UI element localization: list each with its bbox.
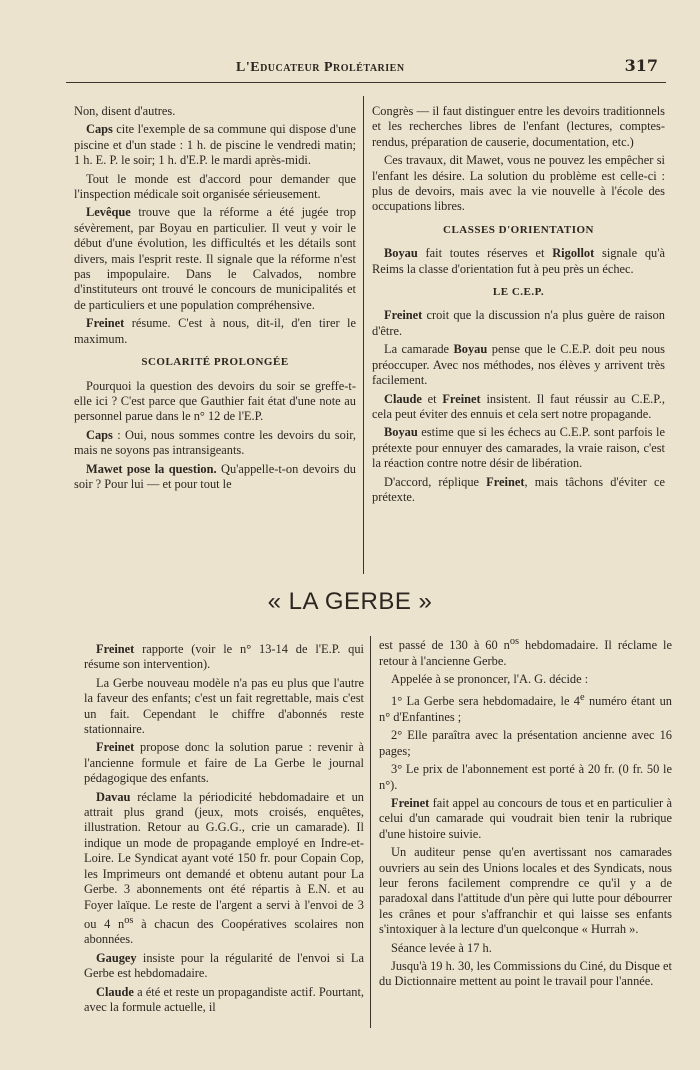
paragraph: Tout le monde est d'accord pour demander que l'inspection médicale soit organisée sérieusement. bbox=[74, 171, 356, 202]
section-heading: SCOLARITÉ PROLONGÉE bbox=[141, 356, 289, 369]
column-bottom-right bbox=[379, 634, 672, 993]
column-top-left bbox=[74, 104, 356, 495]
journal-title: L'Educateur Prolétarien bbox=[236, 60, 405, 75]
paragraph: Freinet propose donc la solution parue : revenir à l'ancienne formule et faire de La Gerbe le journal pédagogique des enfants. bbox=[84, 740, 364, 786]
paragraph: La Gerbe nouveau modèle n'a pas eu plus que l'autre la faveur des enfants; c'est un fait regrettable, mais c'est un fait. Cependant le chiffre d'abonnés reste stationnaire. bbox=[84, 675, 364, 737]
paragraph: 3° Le prix de l'abonnement est porté à 20 fr. (0 fr. 50 le n°). bbox=[379, 762, 672, 792]
paragraph: 2° Elle paraîtra avec la présentation ancienne avec 16 pages; bbox=[379, 728, 672, 758]
section-heading: CLASSES D'ORIENTATION bbox=[443, 223, 594, 236]
paragraph: Boyau estime que si les échecs au C.E.P. sont parfois le prétexte pour ennuyer des camarades, la vraie raison, c'est la réaction contre notre désir de libération. bbox=[372, 425, 665, 471]
page-number: 317 bbox=[624, 56, 658, 75]
paragraph: Séance levée à 17 h. bbox=[391, 940, 492, 955]
paragraph: Gaugey insiste pour la régularité de l'envoi si La Gerbe est hebdomadaire. bbox=[84, 950, 364, 981]
paragraph: Jusqu'à 19 h. 30, les Commissions du Ciné, du Disque et du Dictionnaire mettent au point le travail pour l'année. bbox=[379, 958, 672, 989]
paragraph: Pourquoi la question des devoirs du soir se greffe-t-elle ici ? C'est parce que Gauthier fait état d'une note au personnel parue dans le n° 12 de l'E.P. bbox=[74, 378, 356, 424]
paragraph: Non, disent d'autres. bbox=[74, 104, 176, 118]
paragraph: Caps : Oui, nous sommes contre les devoirs du soir, mais ne soyons pas intransigeants. bbox=[74, 427, 356, 458]
paragraph: Claude et Freinet insistent. Il faut réussir au C.E.P., cela peut éviter des ennuis et cela sert notre propagande. bbox=[372, 391, 665, 421]
paragraph: La camarade Boyau pense que le C.E.P. doit peu nous préoccuper. Avec nos méthodes, nos élèves y arrivent très facilement. bbox=[372, 342, 665, 388]
column-divider-top bbox=[363, 96, 364, 574]
paragraph: Boyau fait toutes réserves et Rigollot signale qu'à Reims la classe d'orientation fut à peu près un échec. bbox=[372, 246, 665, 276]
paragraph: Davau réclame la périodicité hebdomadaire et un attrait plus grand (jeux, mots croisés, enquêtes, illustration. Retour au G.G.G., crie un camarade). Il indique un mode de propagande employé en Indre-et-Loire. Le Syndicat ayant voté 150 fr. pour Copain Cop, les Imprimeurs ont demandé et obtenu autant pour La Gerbe. 3 abonnements ont été répartis à E.N. et au Foyer laïque. Le reste de l'argent a servi à l'envoi de 3 ou 4 $n^{os}$ à chacun des Coopératives scolaires non abonnées. bbox=[84, 789, 364, 947]
running-header bbox=[66, 52, 666, 83]
column-top-right bbox=[372, 104, 665, 508]
paragraph: Freinet fait appel au concours de tous et en particulier à celui d'un camarade qui voudrait bien tenir la rubrique d'une histoire suivie. bbox=[379, 795, 672, 841]
column-bottom-left bbox=[84, 642, 364, 1018]
paragraph: Mawet pose la question. Qu'appelle-t-on devoirs du soir ? Pour lui — et pour tout le bbox=[74, 461, 356, 491]
paragraph: Freinet résume. C'est à nous, dit-il, d'en tirer le maximum. bbox=[74, 316, 356, 346]
section-title: « LA GERBE » bbox=[267, 588, 433, 615]
paragraph: Caps cite l'exemple de sa commune qui dispose d'une piscine et d'un stade : 1 h. de piscine le vendredi matin; 1 h. E. P. le soir; 1 h. d'E.P. le mardi après-midi. bbox=[74, 122, 356, 168]
paragraph: est passé de 130 à 60 $n^{os}$ hebdomadaire. Il réclame le retour à l'ancienne Gerbe. bbox=[379, 636, 672, 668]
paragraph: Levêque trouve que la réforme a été jugée trop sévèrement, par Boyau en particulier. Il veut y voir le début d'une évolution, les difficultés et les détails sont divers, mais l'esprit reste. Il signale que la réforme n'est pas impopulaire. Dans le Calvados, nombre d'instituteurs ont trouvé le concours de municipalités et de particuliers et une population compréhensive. bbox=[74, 205, 356, 312]
section-heading: LE C.E.P. bbox=[492, 286, 545, 299]
paragraph: Freinet croit que la discussion n'a plus guère de raison d'être. bbox=[372, 308, 665, 338]
paragraph: D'accord, réplique Freinet, mais tâchons d'éviter ce prétexte. bbox=[372, 474, 666, 504]
paragraph: Ces travaux, dit Mawet, vous ne pouvez les empêcher si l'enfant les désire. La solution du problème est celle-ci : plus de devoirs, mais avec la vie nouvelle à l'école des occupations libres. bbox=[372, 153, 665, 214]
paragraph: Congrès — il faut distinguer entre les devoirs traditionnels et les recherches libres de l'enfant (lectures, comptes-rendus, préparation de causerie, documentation, etc.) bbox=[372, 104, 665, 149]
paragraph: Freinet rapporte (voir le n° 13-14 de l'E.P. qui résume son intervention). bbox=[84, 642, 364, 672]
column-divider-bottom bbox=[370, 636, 371, 1028]
paragraph: Appelée à se prononcer, l'A. G. décide : bbox=[391, 671, 589, 686]
paragraph: Un auditeur pense qu'en avertissant nos camarades ouvriers au sein des Unions locales et des Syndicats, nous leur ferons facilement comprendre ce qu'il y a de paradoxal dans l'attitude d'un père qui lutte pour débourrer les crânes et pour s'affranchir et qui laisse ses enfants s'intoxiquer à la lecture d'un quelconque « Hurrah ». bbox=[379, 845, 672, 937]
paragraph: 1° La Gerbe sera hebdomadaire, le 4e numéro étant un n° d'Enfantines ; bbox=[379, 692, 672, 724]
paragraph: Claude a été et reste un propagandiste actif. Pourtant, avec la formule actuelle, il bbox=[84, 984, 364, 1015]
